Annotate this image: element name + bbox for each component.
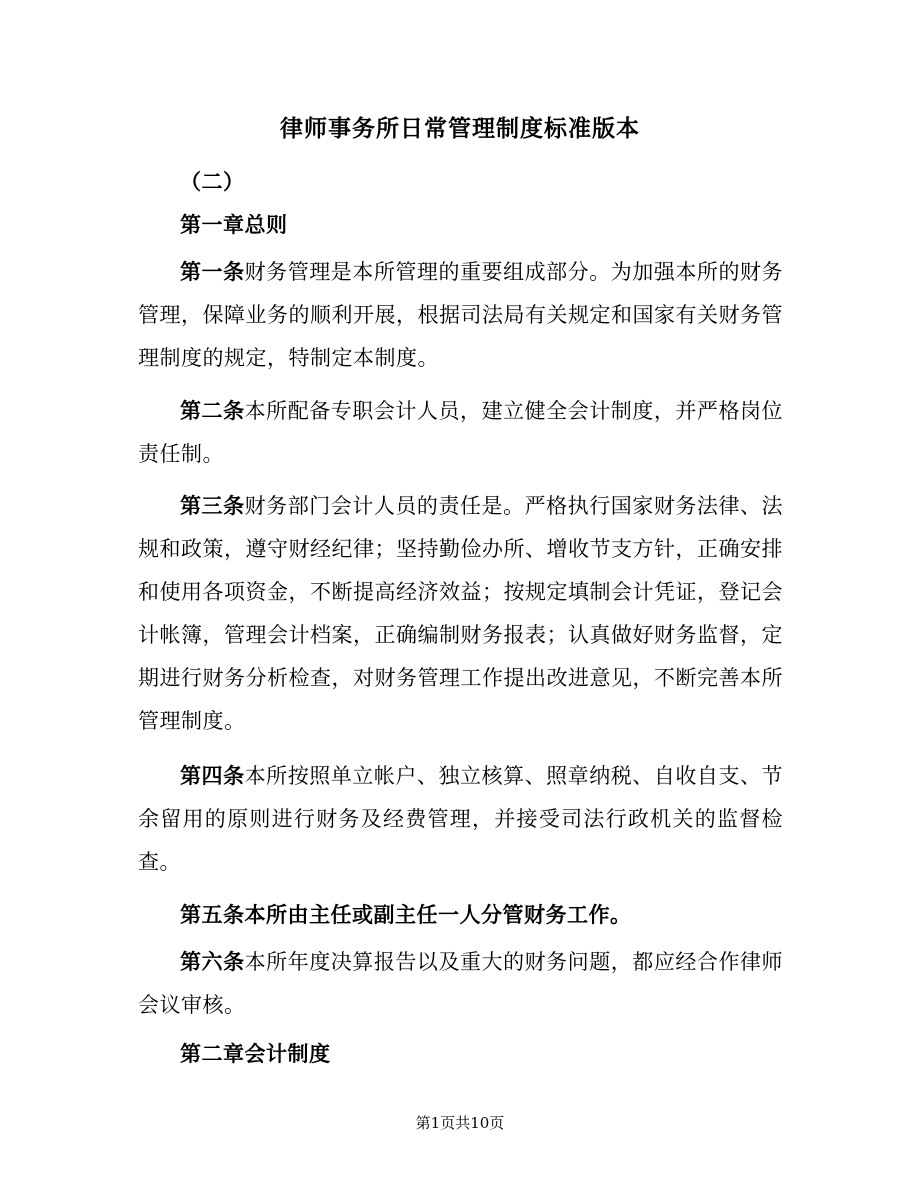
article-paragraph — [138, 389, 783, 476]
article-text: 本所年度决算报告以及重大的财务问题，都应经合作律师会议审核。 — [138, 950, 784, 1017]
article-lead: 第一条 — [180, 259, 245, 284]
article-lead: 第六条 — [180, 949, 245, 974]
chapter-heading: 第一章总则 — [180, 212, 288, 237]
article-paragraph — [138, 250, 783, 380]
chapter-heading: 第二章会计制度 — [180, 1041, 331, 1066]
article-paragraph — [138, 754, 783, 884]
article-text: 本所配备专职会计人员，建立健全会计制度，并严格岗位责任制。 — [138, 399, 784, 466]
article-lead: 第四条 — [180, 763, 245, 788]
article-lead: 第三条 — [180, 493, 245, 518]
document-title: 律师事务所日常管理制度标准版本 — [280, 115, 640, 142]
article-text: 财务部门会计人员的责任是。严格执行国家财务法律、法规和政策，遵守财经纪律；坚持勤俭办所、增收节支方针，正确安排和使用各项资金，不断提高经济效益；按规定填制会计凭证，登记会计帐簿，管理会计档案，正确编制财务报表；认真做好财务监督，定期进行财务分析检查，对财务管理工作提出改进意见，不断完善本所管理制度。 — [138, 494, 784, 733]
article-paragraph — [138, 484, 783, 743]
article-paragraph-bold: 第五条本所由主任或副主任一人分管财务工作。 — [180, 902, 632, 927]
article-text: 本所按照单立帐户、独立核算、照章纳税、自收自支、节余留用的原则进行财务及经费管理，并接受司法行政机关的监督检查。 — [138, 764, 784, 874]
page-number: 第1页共10页 — [415, 1114, 505, 1132]
article-text: 财务管理是本所管理的重要组成部分。为加强本所的财务管理，保障业务的顺利开展，根据司法局有关规定和国家有关财务管理制度的规定，特制定本制度。 — [138, 260, 784, 370]
article-paragraph — [138, 940, 783, 1027]
article-lead: 第二条 — [180, 398, 245, 423]
document-subtitle: （二） — [180, 169, 245, 194]
